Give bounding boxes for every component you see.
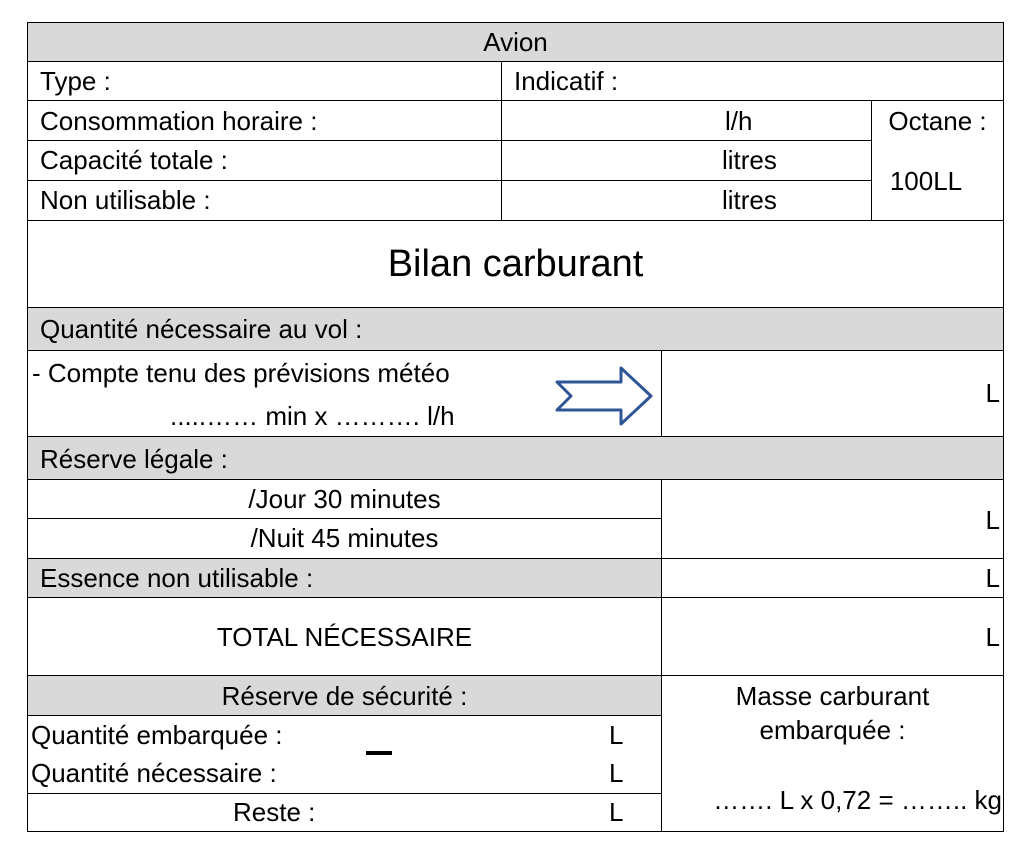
reserve-unit: L	[985, 505, 1000, 535]
meteo-unit: L	[985, 378, 1000, 408]
consommation-value-cell[interactable]	[501, 100, 872, 141]
octane-label: Octane :	[888, 106, 987, 136]
capacite-value-cell[interactable]	[501, 140, 872, 181]
avion-title: Avion	[483, 27, 548, 57]
type-label: Type :	[40, 66, 111, 96]
bilan-title: Bilan carburant	[387, 243, 644, 285]
jour-label: /Jour 30 minutes	[248, 484, 441, 514]
octane-value: 100LL	[889, 166, 963, 196]
reste-label: Reste :	[233, 797, 316, 827]
consommation-unit: l/h	[725, 106, 753, 136]
capacite-unit: litres	[722, 145, 777, 175]
meteo-line1: - Compte tenu des prévisions météo	[32, 358, 450, 388]
masse-line1: Masse carburant	[735, 681, 930, 711]
total-label: TOTAL NÉCESSAIRE	[216, 622, 473, 652]
arrow-right-outline-icon	[555, 365, 655, 427]
non-utilisable-unit: litres	[722, 185, 777, 215]
embarquee-unit: L	[609, 720, 624, 750]
necessaire-label: Quantité nécessaire :	[31, 758, 277, 788]
quantite-label: Quantité nécessaire au vol :	[40, 314, 363, 344]
nuit-label: /Nuit 45 minutes	[250, 523, 439, 553]
meteo-line2: .....…… min x ………. l/h	[170, 401, 455, 431]
indicatif-label: Indicatif :	[514, 66, 619, 96]
securite-title: Réserve de sécurité :	[221, 681, 468, 711]
consommation-label: Consommation horaire :	[40, 106, 318, 136]
essence-label: Essence non utilisable :	[40, 563, 314, 593]
reste-unit: L	[609, 797, 624, 827]
non-utilisable-label: Non utilisable :	[40, 185, 211, 215]
necessaire-unit: L	[609, 758, 624, 788]
embarquee-label: Quantité embarquée :	[31, 720, 283, 750]
masse-line2: embarquée :	[759, 715, 906, 745]
minus-sign-icon	[366, 751, 392, 755]
essence-unit: L	[985, 563, 1000, 593]
non-utilisable-value-cell[interactable]	[501, 180, 872, 221]
reste-cell	[27, 793, 662, 832]
total-unit: L	[985, 622, 1000, 652]
masse-formula: ……. L x 0,72 = …….. kg	[713, 785, 1002, 815]
reserve-label: Réserve légale :	[40, 444, 228, 474]
capacite-label: Capacité totale :	[40, 145, 228, 175]
